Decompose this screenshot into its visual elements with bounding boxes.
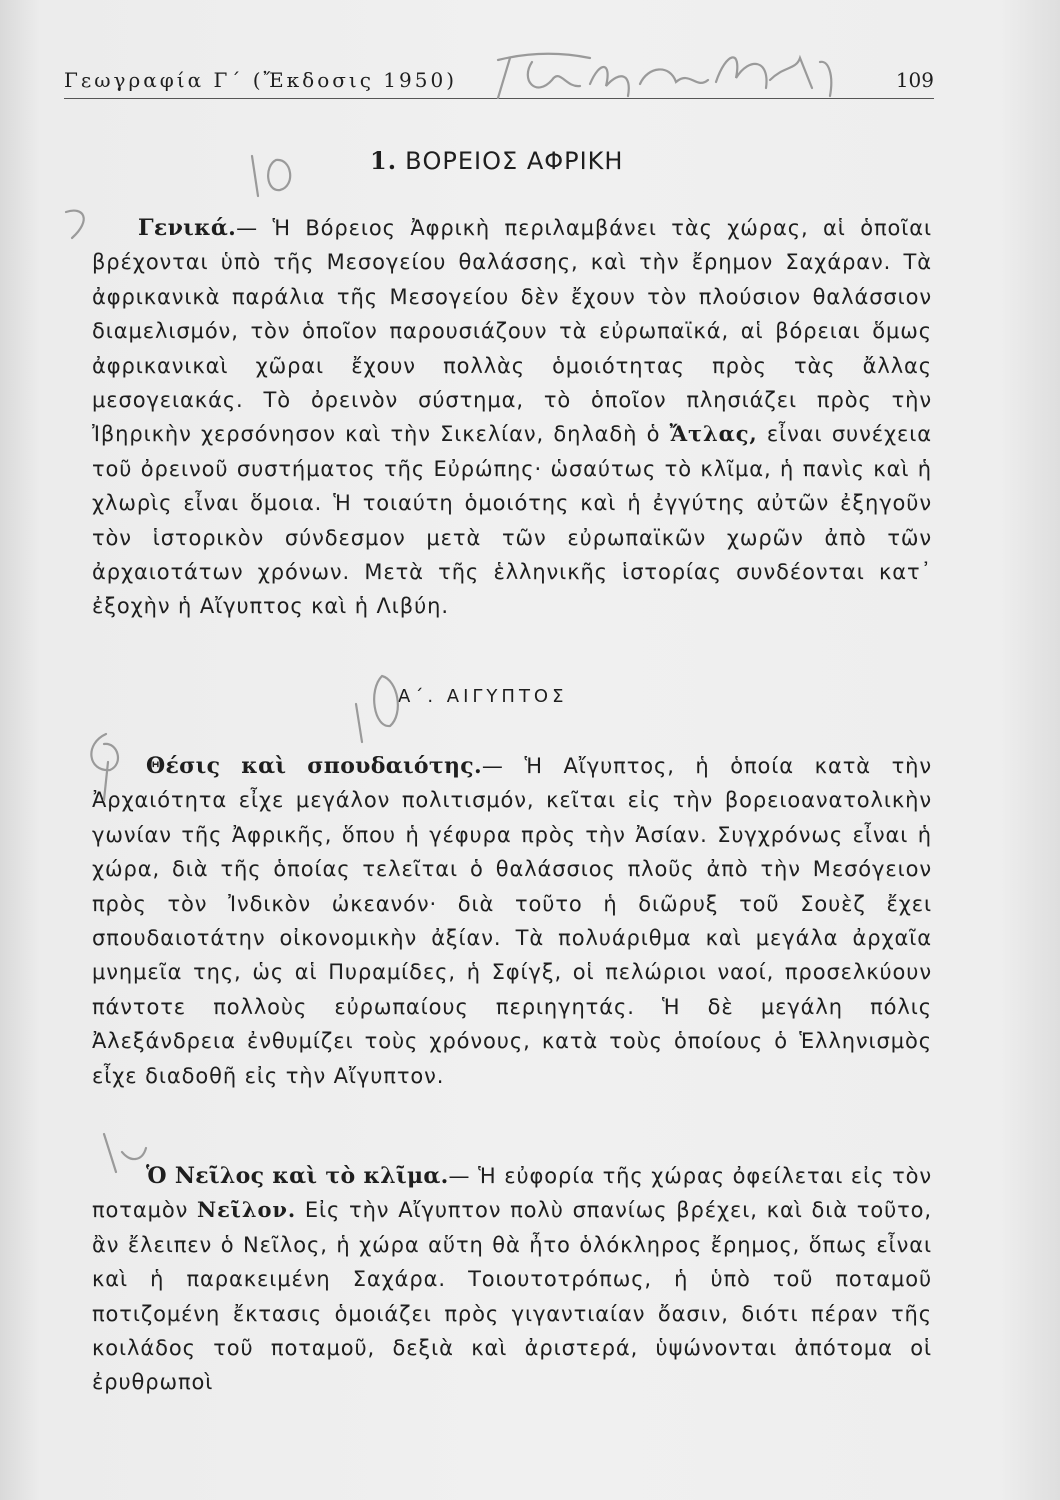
- paragraph-position: [92, 749, 932, 1093]
- running-head-title: Γεωγραφία Γ΄ (Ἔκδοσις 1950): [64, 68, 458, 92]
- header-rule: [64, 98, 934, 99]
- heading-nile: Ὁ Νεῖλος καὶ τὸ κλῖμα.: [146, 1163, 449, 1189]
- atlas-term: Ἄτλας,: [669, 421, 758, 447]
- general-text-2: εἶναι συνέχεια τοῦ ὀρεινοῦ συστήματος τῆς Εὐρώπης· ὡσαύτως τὸ κλῖμα, ἡ πανὶς καὶ ἡ χλωρὶς εἶναι ὅμοια. Ἡ τοιαύτη ὁμοιότης καὶ ἡ ἐγγύτης αὐτῶν ἐξηγοῦν τὸν ἱστορικὸν σύνδεσμον μετὰ τῶν εὐρωπαϊκῶν χωρῶν ἀπὸ τῶν ἀρχαιοτάτων χρόνων. Μετὰ τῆς ἑλληνικῆς ἱστορίας συνδέονται κατ᾽ ἐξοχὴν ἡ Αἴγυπτος καὶ ἡ Λιβύη.: [92, 422, 932, 619]
- nile-text-2: Εἰς τὴν Αἴγυπτον πολὺ σπανίως βρέχει, καὶ διὰ τοῦτο, ἂν ἔλειπεν ὁ Νεῖλος, ἡ χώρα αὕτη θὰ ἦτο ὁλόκληρος ἔρημος, ὅπως εἶναι καὶ ἡ παρακειμένη Σαχάρα. Τοιουτοτρόπως, ἡ ὑπὸ τοῦ ποταμοῦ ποτιζομένη ἔκτασις ὁμοιάζει πρὸς γιγαντιαίαν ὄασιν, διότι πέραν τῆς κοιλάδος τοῦ ποταμοῦ, δεξιὰ καὶ ἀριστερά, ὑψώνονται ἀπότομα οἱ ἐρυθρωποὶ: [92, 1198, 932, 1395]
- paragraph-nile: [92, 1159, 932, 1400]
- general-text-1: — Ἡ Βόρειος Ἀφρικὴ περιλαμβάνει τὰς χώρας, αἱ ὁποῖαι βρέχονται ὑπὸ τῆς Μεσογείου θαλάσσης, καὶ τὴν ἔρημον Σαχάραν. Τὰ ἀφρικανικὰ παράλια τῆς Μεσογείου δὲν ἔχουν τὸν πλούσιον θαλάσσιον διαμελισμόν, τὸν ὁποῖον παρουσιάζουν τὰ εὐρωπαϊκά, αἱ βόρειαι ὅμως ἀφρικανικαὶ χῶραι ἔχουν πολλὰς ὁμοιότητας πρὸς τὰς ἄλλας μεσογειακάς. Τὸ ὀρεινὸν σύστημα, τὸ ὁποῖον πλησιάζει πρὸς τὴν Ἰβηρικὴν χερσόνησον καὶ τὴν Σικελίαν, δηλαδὴ ὁ: [92, 216, 932, 447]
- running-head: [64, 68, 934, 100]
- chapter-title-text: ΒΟΡΕΙΟΣ ΑΦΡΙΚΗ: [405, 147, 624, 175]
- paragraph-general: [92, 211, 932, 624]
- heading-position: Θέσις καὶ σπουδαιότης.: [146, 753, 482, 779]
- page-number: 109: [895, 68, 934, 92]
- section-title: Α΄. ΑΙΓΥΠΤΟΣ: [398, 686, 568, 707]
- heading-general: Γενικά.: [138, 215, 237, 241]
- nile-text-1: — Ἡ εὐφορία τῆς χώρας ὀφείλεται εἰς τὸν ποταμὸν: [92, 1164, 932, 1223]
- nile-term: Νεῖλον.: [197, 1197, 297, 1223]
- chapter-number: 1.: [370, 146, 398, 175]
- position-text: — Ἡ Αἴγυπτος, ἡ ὁποία κατὰ τὴν Ἀρχαιότητα εἶχε μεγάλον πολιτισμόν, κεῖται εἰς τὴν βορειοανατολικὴν γωνίαν τῆς Ἀφρικῆς, ὅπου ἡ γέφυρα πρὸς τὴν Ἀσίαν. Συγχρόνως εἶναι ἡ χώρα, διὰ τῆς ὁποίας τελεῖται ὁ θαλάσσιος πλοῦς ἀπὸ τὴν Μεσόγειον πρὸς τὸν Ἰνδικὸν ὠκεανόν· διὰ τοῦτο ἡ διῶρυξ τοῦ Σουὲζ ἔχει σπουδαιοτάτην οἰκονομικὴν ἀξίαν. Τὰ πολυάριθμα καὶ μεγάλα ἀρχαῖα μνημεῖα της, ὡς αἱ Πυραμίδες, ἡ Σφίγξ, οἱ πελώριοι ναοί, προσελκύουν πάντοτε πολλοὺς εὐρωπαίους περιηγητάς. Ἡ δὲ μεγάλη πόλις Ἀλεξάνδρεια ἐνθυμίζει τοὺς χρόνους, κατὰ τοὺς ὁποίους ὁ Ἑλληνισμὸς εἶχε διαδοθῆ εἰς τὴν Αἴγυπτον.: [92, 754, 932, 1088]
- chapter-title: [370, 146, 623, 175]
